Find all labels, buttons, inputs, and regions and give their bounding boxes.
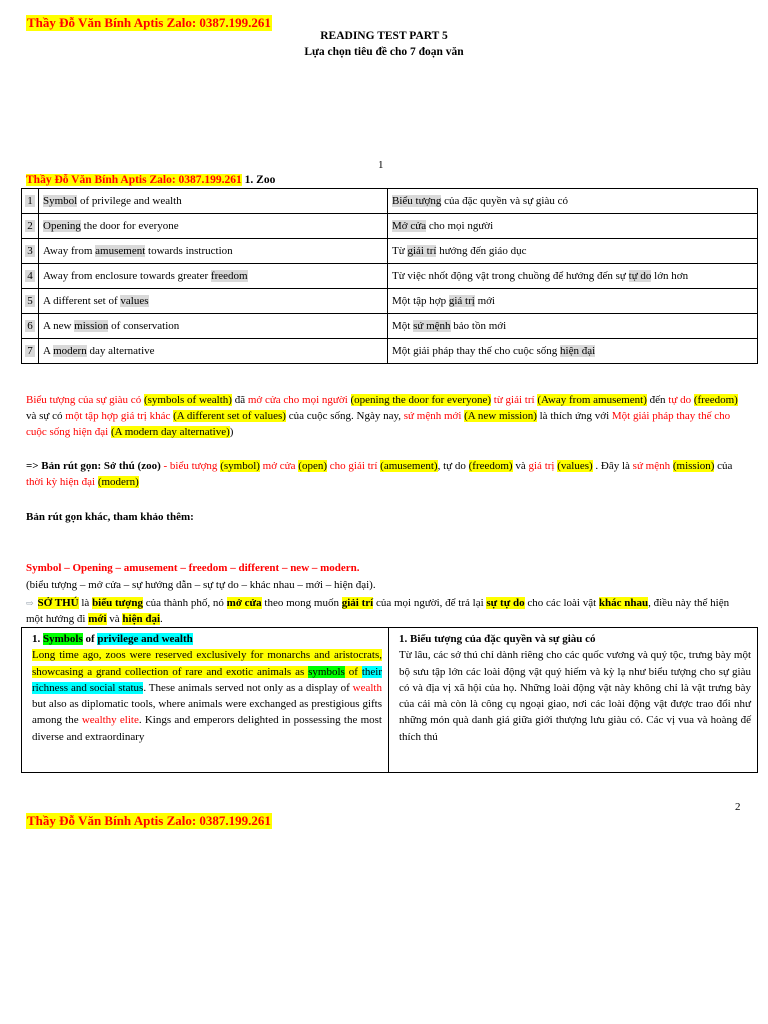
section-heading [26,173,275,188]
heading-text: Một [392,319,414,332]
bullet-summary [26,595,742,627]
keyword-highlight: hiện đại [560,344,596,357]
vietnamese-heading-cell [388,189,758,214]
keyword-highlight: mission [74,319,109,332]
summary-text: đã [231,394,248,406]
keyword-highlight: values [120,294,149,307]
row-number: 1 [27,194,33,207]
bullet-highlight: mới [88,613,107,625]
english-paragraph-cell [22,628,389,773]
section-label: 1. Zoo [241,174,276,186]
summary-text: đến [646,394,669,406]
keyword-highlight: Mở cửa [392,219,427,232]
arrow-icon: ⇨ [26,598,34,608]
heading-text: của đặc quyền và sự giàu có [441,194,568,207]
vocab-row [22,239,758,264]
summary-highlight: (A modern day alternative) [110,426,230,438]
row-number-cell [22,289,39,314]
summary-highlight: (symbols of wealth) [143,394,232,406]
summary-text: ) [229,426,234,438]
row-number: 3 [27,244,33,257]
bullet-text: cho các loài vật [524,597,599,609]
keyword-highlight: sứ mệnh [413,319,451,332]
keyword-line: Symbol – Opening – amusement – freedom – different – new – modern. [26,562,360,574]
heading-text: day alternative [86,344,155,357]
para-highlight: of [344,665,362,678]
alt-summary-heading: Bản rút gọn khác, tham khảo thêm: [26,511,194,523]
row-number: 7 [27,344,33,357]
keyword-highlight: Symbol [43,194,78,207]
heading-text: Away from enclosure towards greater [43,269,211,282]
vietnamese-heading-cell [388,264,758,289]
english-paragraph-text [32,647,382,745]
keyword-highlight: giá trị [448,294,475,307]
heading-text: hướng đến giáo dục [436,244,527,257]
heading-text: Từ việc nhốt động vật trong chuồng để hướng đến sự [392,269,629,282]
row-number-cell [22,239,39,264]
heading-text: cho mọi người [426,219,494,232]
short-highlight: (freedom) [468,460,513,472]
vocab-row [22,314,758,339]
vietnamese-paragraph-cell [389,628,758,773]
summary-text: một tập hợp giá trị khác [65,410,171,422]
para-text: . Kings and emperors delighted in possessing the most diverse and extraordinary [32,714,382,743]
short-summary [26,458,746,490]
row-number: 6 [27,319,33,332]
english-heading-cell [39,264,388,289]
title-number: 1. [32,633,43,645]
vietnamese-paragraph-title: 1. Biểu tượng của đặc quyền và sự giàu có [399,633,596,645]
header-watermark: Thầy Đỗ Văn Bính Aptis Zalo: 0387.199.261 [27,15,271,30]
vietnamese-heading-cell [388,214,758,239]
short-text: mở cửa [259,460,299,472]
heading-text: mới [474,294,495,307]
summary-text: Một giải pháp thay thế cho cuộc sống hiện đại [26,410,731,438]
bullet-highlight: giải trí [341,597,374,609]
title-block [0,28,768,60]
short-highlight: (mission) [672,460,715,472]
bullet-text: . [160,613,163,625]
bullet-text: , điều này thể hiện một hướng đi [26,597,730,625]
paragraph-table [21,627,758,773]
summary-text: sứ mệnh mới [403,410,462,422]
para-highlight: Long time ago, zoos were reserved exclusively for monarchs and aristocrats, showcasing a grand collection of rare and exotic animals as [32,649,382,678]
short-highlight: (symbol) [220,460,260,472]
english-paragraph-title [32,631,382,647]
row-number-cell [22,264,39,289]
section-watermark: Thầy Đỗ Văn Bính Aptis Zalo: 0387.199.261 [26,174,242,186]
bullet-text: là [78,597,93,609]
short-text: , tự do [437,460,469,472]
summary-highlight: (opening the door for everyone) [350,394,492,406]
page-title: READING TEST PART 5 [320,30,448,42]
para-highlight: their richness and social status [32,665,383,694]
short-text: thời kỳ hiện đại [26,476,96,488]
english-heading-cell [39,214,388,239]
short-text: giá trị [528,460,555,472]
para-red-text: wealth [352,681,382,694]
short-highlight: (values) [557,460,593,472]
summary-text: từ giải trí [491,394,538,406]
keyword-translation: (biểu tượng – mở cửa – sự hướng dẫn – sự tự do – khác nhau – mới – hiện đại). [26,579,376,591]
heading-text: of privilege and wealth [77,194,182,207]
vietnamese-heading-cell [388,339,758,364]
vietnamese-heading-cell [388,289,758,314]
short-highlight: (amusement) [380,460,438,472]
page-number: 1 [378,159,384,171]
short-highlight: (modern) [97,476,139,488]
short-text: . Đây là [592,460,633,472]
vocab-row [22,339,758,364]
heading-text: Một giải pháp thay thế cho cuộc sống [392,344,561,357]
summary-highlight: (Away from amusement) [537,394,647,406]
short-text: và [512,460,529,472]
heading-text: Từ [392,244,408,257]
bullet-highlight: hiện đại [122,613,161,625]
english-heading-cell [39,314,388,339]
summary-text: mở cửa cho mọi người [247,394,348,406]
english-heading-cell [39,339,388,364]
keyword-highlight: tự do [628,269,652,282]
keyword-highlight: Opening [43,219,81,232]
row-number-cell [22,214,39,239]
summary-text: Biểu tượng của sự giàu có [26,394,142,406]
short-summary-label: => Bản rút gọn: Sở thú (zoo) [26,460,161,472]
short-highlight: (open) [298,460,327,472]
row-number-cell [22,189,39,214]
summary-highlight: (freedom) [693,394,738,406]
vocab-row [22,264,758,289]
row-number-cell [22,339,39,364]
heading-text: lớn hơn [651,269,689,282]
keyword-highlight: Biểu tượng [392,194,442,207]
title-text: of [82,633,98,645]
heading-text: bảo tồn mới [450,319,507,332]
vocab-row [22,189,758,214]
row-number: 5 [27,294,33,307]
heading-text: of conservation [108,319,180,332]
vietnamese-heading-cell [388,239,758,264]
bullet-highlight: sự tự do [486,597,525,609]
summary-text: tự do [668,394,692,406]
bullet-highlight: SỞ THÚ [37,597,79,609]
heading-text: A new [43,319,75,332]
short-text: sứ mệnh [632,460,671,472]
short-text: của [714,460,733,472]
bullet-highlight: khác nhau [598,597,649,609]
bullet-text: của thành phố, nó [142,597,227,609]
bullet-highlight: biểu tượng [92,597,143,609]
english-heading-cell [39,289,388,314]
page-subtitle: Lựa chọn tiêu đề cho 7 đoạn văn [304,46,464,58]
short-text: - biểu tượng [160,460,221,472]
row-number: 4 [27,269,33,282]
page-number: 2 [735,801,741,813]
summary-text: và sự có [26,410,66,422]
row-number-cell [22,314,39,339]
bullet-highlight: mở cửa [226,597,262,609]
heading-text: A different set of [43,294,121,307]
heading-text: towards instruction [145,244,233,257]
para-red-text: wealthy elite [81,714,139,727]
keyword-highlight: giải trí [407,244,437,257]
keyword-highlight: amusement [95,244,146,257]
vietnamese-paragraph-text: Từ lâu, các sở thú chỉ dành riêng cho các quốc vương và quý tộc, trưng bày một bộ sưu tập lớn các loài động vật quý hiếm và kỳ lạ như biểu tượng cho sự giàu có và địa vị xã hội của họ. Những loài động vật này không chỉ là vật trưng bày của cải mà còn là công cụ ngoại giao, nơi các loài động vật được trao đổi như những món quà danh giá giữa giới thượng lưu giàu có. Các vị vua và hoàng đế thích thú [399,649,751,743]
para-text: but also as diplomatic tools, where animals were exchanged as prestigious gifts among the [32,698,382,727]
heading-text: Một tập hợp [392,294,449,307]
heading-text: the door for everyone [80,219,179,232]
para-highlight: symbols [308,665,345,678]
summary-text: của cuộc sống. Ngày nay, [285,410,404,422]
english-heading-cell [39,189,388,214]
row-number: 2 [27,219,33,232]
vocab-table [21,188,758,364]
heading-text: Away from [43,244,96,257]
footer-watermark: Thầy Đỗ Văn Bính Aptis Zalo: 0387.199.261 [27,813,271,828]
summary-highlight: (A new mission) [464,410,537,422]
keyword-highlight: modern [53,344,87,357]
short-text: cho giải trí [327,460,381,472]
bullet-text: theo mong muốn [261,597,342,609]
english-heading-cell [39,239,388,264]
summary-highlight: (A different set of values) [173,410,286,422]
summary-text: là thích ứng với [536,410,612,422]
para-text: . These animals served not only as a display of [143,681,353,694]
title-highlight: Symbols [43,633,83,645]
vocab-row [22,289,758,314]
keyword-highlight: freedom [210,269,248,282]
bullet-text: và [106,613,123,625]
heading-text: A [43,344,54,357]
summary-paragraph [26,392,746,440]
bullet-text: của mọi người, để trả lại [373,597,487,609]
title-highlight: privilege and wealth [97,633,193,645]
vietnamese-heading-cell [388,314,758,339]
vocab-row [22,214,758,239]
